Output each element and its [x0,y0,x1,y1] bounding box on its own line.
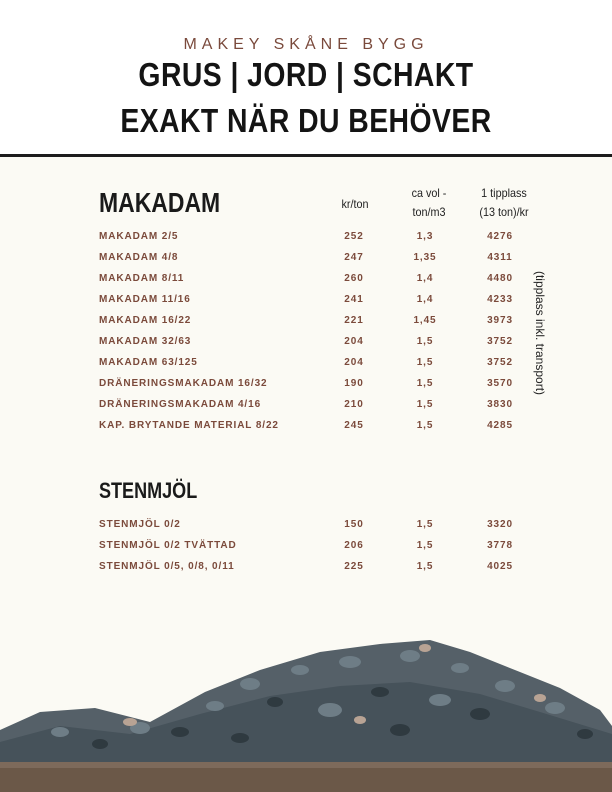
table-row [99,561,559,575]
load-price: 3752 [487,357,513,368]
price-per-ton: 190 [344,378,364,389]
gravel-pile-image [0,630,612,792]
table-row [99,357,559,371]
product-name: MAKADAM 63/125 [99,357,198,368]
header [0,0,612,156]
table-row [99,252,559,266]
price-per-ton: 150 [344,519,364,530]
price-per-ton: 210 [344,399,364,410]
load-price: 4480 [487,273,513,284]
volume: 1,5 [416,399,434,410]
volume: 1,35 [413,252,437,263]
price-per-ton: 221 [344,315,364,326]
volume: 1,5 [416,378,434,389]
volume: 1,5 [416,540,434,551]
table-row [99,519,559,533]
product-name: MAKADAM 8/11 [99,273,185,284]
product-name: MAKADAM 32/63 [99,336,192,347]
load-price: 3778 [487,540,513,551]
product-name: STENMJÖL 0/2 [99,519,181,530]
price-per-ton: 204 [344,357,364,368]
volume: 1,5 [416,357,434,368]
section-title-stenmjol: STENMJÖL [99,478,198,503]
load-price: 4025 [487,561,513,572]
headline-products: GRUS | JORD | SCHAKT [138,56,474,93]
table-row [99,336,559,350]
volume: 1,4 [416,273,434,284]
load-price: 4233 [487,294,513,305]
table-row [99,315,559,329]
table-row [99,420,559,434]
load-price: 4285 [487,420,513,431]
price-per-ton: 225 [344,561,364,572]
table-row [99,399,559,413]
volume: 1,5 [416,561,434,572]
price-per-ton: 241 [344,294,364,305]
load-price: 3973 [487,315,513,326]
product-name: KAP. BRYTANDE MATERIAL 8/22 [99,420,279,431]
product-name: MAKADAM 4/8 [99,252,179,263]
column-header-volume: ca vol - ton/m3 [411,186,447,219]
volume: 1,5 [416,336,434,347]
column-header-load: 1 tipplass (13 ton)/kr [479,186,529,219]
volume: 1,5 [416,420,434,431]
product-name: STENMJÖL 0/5, 0/8, 0/11 [99,561,235,572]
header-divider [0,154,612,157]
table-row [99,378,559,392]
transport-note: (tipplass inkl. transport) [533,270,547,396]
volume: 1,5 [416,519,434,530]
product-name: DRÄNERINGSMAKADAM 4/16 [99,399,262,410]
load-price: 3570 [487,378,513,389]
load-price: 4311 [487,252,513,263]
section-title-makadam: MAKADAM [99,187,221,218]
table-row [99,540,559,554]
price-per-ton: 247 [344,252,364,263]
load-price: 4276 [487,231,513,242]
table-row [99,294,559,308]
headline-tagline: EXAKT NÄR DU BEHÖVER [120,102,492,139]
column-header-price: kr/ton [341,197,369,211]
load-price: 3830 [487,399,513,410]
volume: 1,45 [413,315,437,326]
brand-name: MAKEY SKÅNE BYGG [183,36,429,53]
product-name: STENMJÖL 0/2 TVÄTTAD [99,540,237,551]
product-name: MAKADAM 11/16 [99,294,191,305]
volume: 1,4 [416,294,434,305]
load-price: 3752 [487,336,513,347]
price-per-ton: 245 [344,420,364,431]
price-per-ton: 260 [344,273,364,284]
volume: 1,3 [416,231,434,242]
table-row [99,231,559,245]
table-row [99,273,559,287]
product-name: DRÄNERINGSMAKADAM 16/32 [99,378,268,389]
load-price: 3320 [487,519,513,530]
product-name: MAKADAM 16/22 [99,315,192,326]
price-per-ton: 204 [344,336,364,347]
price-per-ton: 252 [344,231,364,242]
price-per-ton: 206 [344,540,364,551]
product-name: MAKADAM 2/5 [99,231,179,242]
